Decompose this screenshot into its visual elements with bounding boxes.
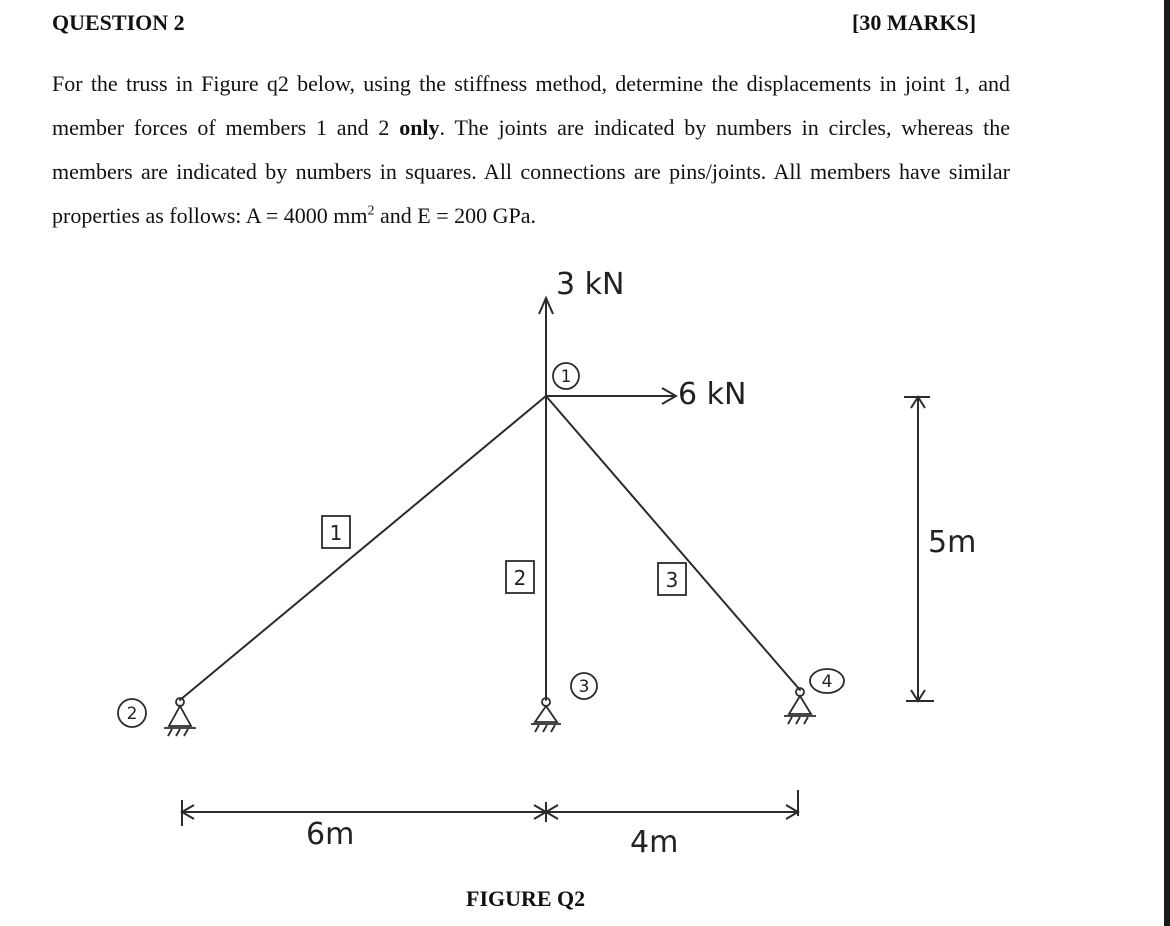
span-dimension-line [182, 790, 798, 826]
left-span-label: 6m [306, 817, 355, 852]
member-3-line [546, 396, 800, 690]
figure-caption: FIGURE Q2 [466, 886, 586, 911]
svg-text:4: 4 [821, 672, 833, 692]
question-heading: QUESTION 2 [52, 10, 185, 35]
joint-3-marker [571, 673, 597, 699]
marks-label: [30 MARKS] [852, 10, 977, 35]
member-3-label [658, 563, 686, 595]
load-6kn-label: 6 kN [678, 377, 747, 412]
height-dimension-label: 5m [928, 525, 977, 560]
svg-text:3: 3 [578, 677, 590, 697]
load-3kn-label: 3 kN [556, 267, 625, 302]
svg-text:3: 3 [665, 568, 679, 592]
svg-text:2: 2 [513, 566, 527, 590]
problem-emphasis: only [399, 115, 440, 140]
pin-support-joint-3 [531, 698, 561, 732]
right-span-label: 4m [630, 825, 679, 860]
load-3kn-arrow [539, 298, 553, 396]
member-1-label [322, 516, 350, 548]
svg-text:2: 2 [126, 704, 138, 724]
pin-support-joint-2 [164, 698, 196, 736]
problem-text-part-1: For the truss in Figure q2 below, using the stiffness method, determine the displacements in joint 1, and member forces of members 1 and 2 [52, 71, 1010, 140]
joint-4-marker [810, 669, 844, 693]
joint-1-marker [553, 363, 579, 389]
load-6kn-arrow [546, 388, 676, 404]
problem-text-part-2: . The joints are indicated by numbers in circles, whereas the members are indicated by numbers in squares. All connections are pins/joints. All members have similar properties as follows: A = 4000 mm [52, 115, 1010, 228]
member-1-line [180, 396, 546, 700]
pin-support-joint-4 [784, 688, 816, 724]
area-unit-superscript: 2 [367, 203, 375, 219]
joint-2-marker [118, 699, 146, 727]
member-2-label [506, 561, 534, 593]
svg-text:1: 1 [329, 521, 343, 545]
problem-text-part-3: and E = 200 GPa. [374, 203, 536, 228]
svg-text:1: 1 [560, 367, 572, 387]
